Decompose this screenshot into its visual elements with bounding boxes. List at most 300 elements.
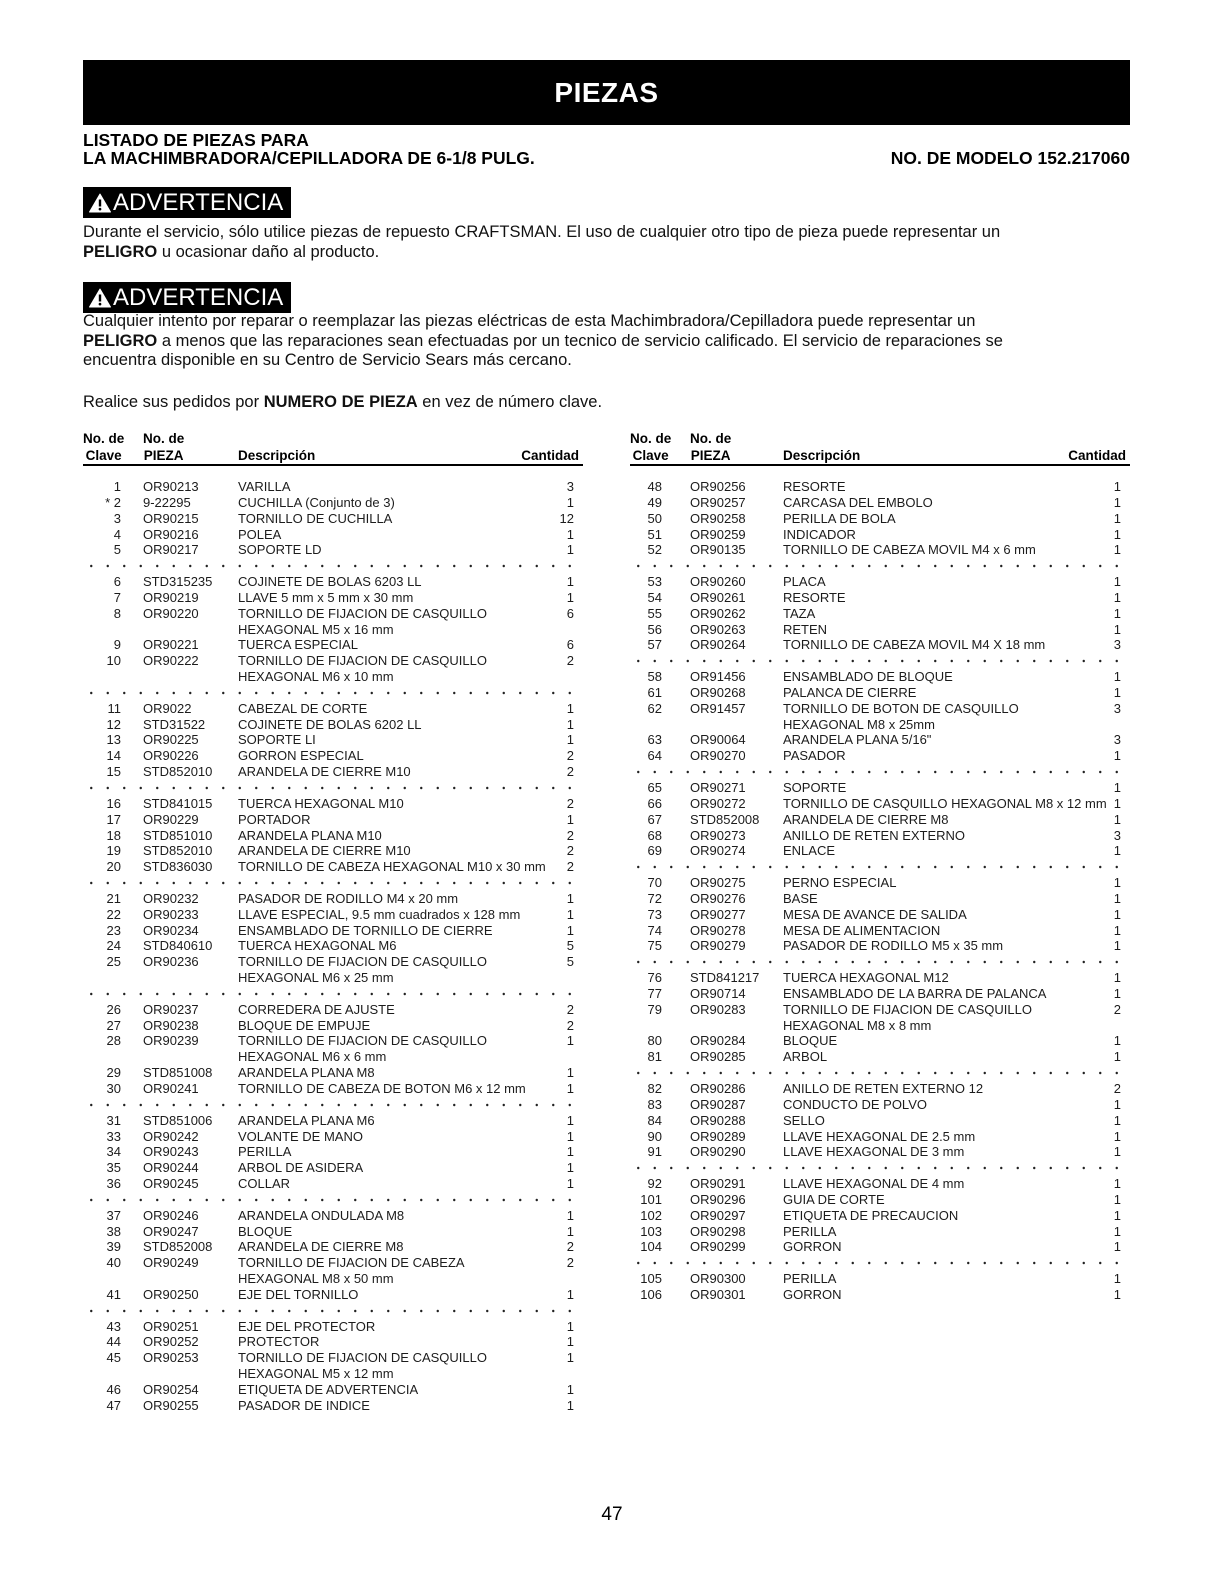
quantity: 3: [1113, 637, 1121, 653]
warning-text-line: Cualquier intento por reparar o reemplazar las piezas eléctricas de esta Machimbradora/Cepilladora puede representar un: [83, 312, 976, 330]
key-number: 64: [647, 748, 662, 764]
part-number: OR91456: [690, 669, 746, 685]
key-number: 7: [113, 589, 121, 605]
quantity: 3: [1113, 732, 1121, 748]
part-number: OR90284: [690, 1033, 746, 1049]
part-description: [238, 764, 583, 780]
part-description: [238, 527, 583, 543]
table-row: [83, 796, 583, 812]
description-line: PASADOR DE RODILLO M4 x 20 mm: [238, 890, 459, 906]
quantity: 1: [1113, 1112, 1121, 1128]
table-row: [630, 527, 1130, 543]
part-description: [238, 1002, 583, 1018]
part-description: [238, 1255, 583, 1287]
description-line: PLACA: [783, 574, 826, 590]
key-number: 30: [106, 1080, 121, 1096]
part-description: [783, 1144, 1130, 1160]
key-number: 43: [106, 1318, 121, 1334]
part-description: [783, 970, 1130, 986]
description-line: ARANDELA DE CIERRE M10: [238, 764, 411, 780]
description-line: PASADOR DE INDICE: [238, 1397, 370, 1413]
table-row: [630, 828, 1130, 844]
warning-badge: [83, 282, 291, 313]
table-row: [630, 1271, 1130, 1287]
table-row: [83, 653, 583, 685]
description-line: PERILLA: [783, 1223, 837, 1239]
table-row: [630, 923, 1130, 939]
table-row: [83, 732, 583, 748]
part-description: [783, 637, 1130, 653]
part-number: OR90276: [690, 890, 746, 906]
dotted-separator: [83, 875, 583, 891]
key-number: 20: [106, 859, 121, 875]
table-row: [83, 1065, 583, 1081]
description-line: PASADOR: [783, 748, 846, 764]
part-number: OR90279: [690, 938, 746, 954]
quantity: 1: [566, 1128, 574, 1144]
quantity: 1: [1113, 1191, 1121, 1207]
part-number: OR90234: [143, 922, 199, 938]
quantity: 1: [566, 1033, 574, 1049]
part-number: OR90261: [690, 589, 746, 605]
description-line: PORTADOR: [238, 811, 311, 827]
description-line: CARCASA DEL EMBOLO: [783, 494, 933, 510]
part-number: OR90245: [143, 1176, 199, 1192]
part-number: OR90236: [143, 954, 199, 970]
quantity: 1: [1113, 811, 1121, 827]
description-line: RETEN: [783, 621, 828, 637]
quantity: 2: [566, 795, 574, 811]
part-number: OR90300: [690, 1271, 746, 1287]
header-part-number: [690, 430, 731, 464]
description-line: CONDUCTO DE POLVO: [783, 1096, 927, 1112]
table-row: [83, 859, 583, 875]
part-description: [783, 1208, 1130, 1224]
quantity: 3: [1113, 700, 1121, 716]
quantity: 1: [566, 922, 574, 938]
description-line: GORRON: [783, 1286, 842, 1302]
header-label: No. de: [690, 431, 732, 446]
table-row: [630, 622, 1130, 638]
header-label: PIEZA: [143, 448, 184, 463]
part-description: [238, 1160, 583, 1176]
part-number: OR90296: [690, 1191, 746, 1207]
table-row: [83, 1002, 583, 1018]
quantity: 1: [1113, 1096, 1121, 1112]
header-quantity: Cantidad: [1068, 448, 1126, 463]
quantity: 1: [566, 574, 574, 590]
table-row: [630, 1208, 1130, 1224]
key-number: 27: [106, 1017, 121, 1033]
table-row: [630, 1081, 1130, 1097]
part-number: OR90225: [143, 732, 199, 748]
table-row: [630, 780, 1130, 796]
table-row: [630, 637, 1130, 653]
part-number: OR90253: [143, 1350, 199, 1366]
quantity: 2: [566, 1017, 574, 1033]
section-title: PIEZAS: [554, 77, 659, 108]
key-number: 15: [106, 764, 121, 780]
description-line: ARBOL DE ASIDERA: [238, 1160, 364, 1176]
quantity: 3: [566, 479, 574, 494]
key-number: 77: [647, 985, 662, 1001]
key-number: 91: [647, 1144, 662, 1160]
key-number: 57: [647, 637, 662, 653]
description-line: ENSAMBLADO DE TORNILLO DE CIERRE: [238, 922, 493, 938]
key-number: 26: [106, 1001, 121, 1017]
key-number: 40: [106, 1255, 121, 1271]
key-number: 70: [647, 875, 662, 891]
key-number: 38: [106, 1223, 121, 1239]
header-label: No. de: [143, 431, 185, 446]
quantity: 1: [566, 1397, 574, 1413]
part-description: [238, 796, 583, 812]
description-line: COLLAR: [238, 1176, 291, 1192]
part-description: [783, 685, 1130, 701]
part-number: STD31522: [143, 716, 206, 732]
table-row: [630, 1097, 1130, 1113]
description-line: VOLANTE DE MANO: [238, 1128, 363, 1144]
part-description: [238, 843, 583, 859]
key-number: 47: [106, 1397, 121, 1413]
key-number: 19: [106, 843, 121, 859]
table-row: [83, 764, 583, 780]
part-number: OR90232: [143, 890, 199, 906]
part-number: OR90258: [690, 510, 746, 526]
description-line: RESORTE: [783, 479, 846, 494]
key-number: 83: [647, 1096, 662, 1112]
quantity: 1: [1113, 1176, 1121, 1192]
part-description: [783, 1049, 1130, 1065]
part-description: [783, 748, 1130, 764]
part-number: OR90291: [690, 1176, 746, 1192]
table-row: [630, 701, 1130, 733]
part-description: [238, 1113, 583, 1129]
quantity: 2: [566, 827, 574, 843]
key-number: 23: [106, 922, 121, 938]
table-row: [83, 828, 583, 844]
table-row: [83, 511, 583, 527]
description-line: TUERCA HEXAGONAL M12: [783, 970, 949, 986]
part-number: OR90252: [143, 1334, 199, 1350]
description-line: LLAVE HEXAGONAL DE 3 mm: [783, 1144, 965, 1160]
key-number: 8: [113, 605, 121, 621]
description-line: ARANDELA PLANA M6: [238, 1112, 375, 1128]
quantity: 1: [566, 1160, 574, 1176]
part-description: [783, 1081, 1130, 1097]
quantity: 1: [566, 890, 574, 906]
part-description: [783, 780, 1130, 796]
key-number: 33: [106, 1128, 121, 1144]
dotted-separator: [630, 1255, 1130, 1271]
quantity: 1: [566, 1144, 574, 1160]
warning-text-rest: u ocasionar daño al producto.: [157, 243, 380, 261]
quantity: 1: [1113, 843, 1121, 859]
warning-text-rest: a menos que las reparaciones sean efectuadas por un tecnico de servicio calificado. El servicio de reparaciones se: [157, 331, 1003, 350]
dotted-separator: [83, 1192, 583, 1208]
part-number: OR90255: [143, 1397, 199, 1413]
quantity: 1: [566, 1112, 574, 1128]
part-number: OR90297: [690, 1207, 746, 1223]
key-number: 81: [647, 1049, 662, 1065]
key-number: 75: [647, 938, 662, 954]
part-description: [783, 986, 1130, 1002]
quantity: 6: [566, 605, 574, 621]
quantity: 1: [1113, 1049, 1121, 1065]
part-description: [783, 574, 1130, 590]
part-number: OR90263: [690, 621, 746, 637]
part-description: [783, 511, 1130, 527]
table-row: [83, 1255, 583, 1287]
part-description: [783, 495, 1130, 511]
table-row: [630, 812, 1130, 828]
quantity: 12: [559, 510, 574, 526]
key-number: 79: [647, 1001, 662, 1017]
table-row: [630, 986, 1130, 1002]
quantity: 1: [566, 1318, 574, 1334]
table-row: [83, 527, 583, 543]
dotted-separator: [630, 1065, 1130, 1081]
quantity: 1: [566, 542, 574, 558]
part-number: STD852008: [690, 811, 760, 827]
parts-table-left: [83, 430, 583, 1414]
model-number: NO. DE MODELO 152.217060: [890, 148, 1130, 168]
warning-text: [83, 312, 1003, 371]
header-quantity: Cantidad: [521, 448, 579, 463]
order-note-text: Realice sus pedidos por: [83, 393, 264, 411]
parts-table-right: [630, 430, 1130, 1303]
key-number: 65: [647, 779, 662, 795]
warning-badge: [83, 187, 291, 218]
section-banner: [83, 60, 1130, 125]
part-number: 9-22295: [143, 494, 191, 510]
part-number: OR90244: [143, 1160, 199, 1176]
table-row: [83, 479, 583, 495]
part-description: [783, 732, 1130, 748]
key-number: 45: [106, 1350, 121, 1366]
table-row: [83, 1239, 583, 1255]
dotted-separator: [630, 764, 1130, 780]
key-number: 82: [647, 1080, 662, 1096]
part-number: STD851006: [143, 1112, 213, 1128]
description-line: LLAVE 5 mm x 5 mm x 30 mm: [238, 589, 414, 605]
part-number: OR90272: [690, 795, 746, 811]
page-number: 47: [601, 1504, 623, 1525]
part-number: OR90220: [143, 605, 199, 621]
table-row: [83, 1319, 583, 1335]
dotted-separator: [83, 1097, 583, 1113]
key-number: 36: [106, 1176, 121, 1192]
description-line: ANILLO DE RETEN EXTERNO 12: [783, 1080, 984, 1096]
part-number: OR90239: [143, 1033, 199, 1049]
description-line: LLAVE HEXAGONAL DE 2.5 mm: [783, 1128, 976, 1144]
description-line: HEXAGONAL M6 x 25 mm: [238, 970, 394, 986]
table-row: [83, 1129, 583, 1145]
quantity: 1: [1113, 748, 1121, 764]
key-number: 66: [647, 795, 662, 811]
part-description: [238, 1287, 583, 1303]
table-row: [83, 923, 583, 939]
table-row: [630, 1049, 1130, 1065]
key-number: 61: [647, 684, 662, 700]
description-line: PROTECTOR: [238, 1334, 320, 1350]
part-description: [783, 590, 1130, 606]
key-number: 48: [647, 479, 662, 494]
key-number: 10: [106, 653, 121, 669]
key-number: 106: [640, 1286, 662, 1302]
description-line: EJE DEL TORNILLO: [238, 1286, 359, 1302]
part-number: OR90233: [143, 906, 199, 922]
description-line: TORNILLO DE CABEZA HEXAGONAL M10 x 30 mm: [238, 859, 546, 875]
table-row: [83, 1176, 583, 1192]
part-number: OR90288: [690, 1112, 746, 1128]
table-row: [83, 1382, 583, 1398]
quantity: 1: [566, 906, 574, 922]
table-row: [630, 843, 1130, 859]
key-number: 51: [647, 526, 662, 542]
header-part-number: [143, 430, 184, 464]
part-number: OR90219: [143, 589, 199, 605]
dotted-separator: [630, 859, 1130, 875]
description-line: TORNILLO DE FIJACION DE CASQUILLO: [238, 653, 487, 669]
part-description: [783, 1224, 1130, 1240]
part-number: OR90714: [690, 985, 746, 1001]
quantity: 1: [1113, 605, 1121, 621]
quantity: 2: [1113, 1001, 1121, 1017]
part-number: OR90226: [143, 748, 199, 764]
quantity: 1: [1113, 589, 1121, 605]
parts-table-body: [630, 479, 1130, 1303]
part-number: OR90301: [690, 1286, 746, 1302]
description-line: GORRON: [783, 1239, 842, 1255]
quantity: 1: [1113, 1207, 1121, 1223]
part-description: [783, 1287, 1130, 1303]
part-number: OR91457: [690, 700, 746, 716]
description-line: PERNO ESPECIAL: [783, 875, 897, 891]
part-number: OR90278: [690, 922, 746, 938]
key-number: 24: [106, 938, 121, 954]
part-description: [783, 938, 1130, 954]
table-row: [83, 1208, 583, 1224]
table-row: [630, 606, 1130, 622]
description-line: ARANDELA DE CIERRE M8: [238, 1239, 404, 1255]
quantity: 1: [566, 811, 574, 827]
key-number: 105: [640, 1271, 662, 1287]
table-row: [83, 938, 583, 954]
description-line: POLEA: [238, 526, 282, 542]
description-line: TORNILLO DE CASQUILLO HEXAGONAL M8 x 12 mm: [783, 795, 1107, 811]
part-description: [238, 717, 583, 733]
quantity: 1: [1113, 1128, 1121, 1144]
part-number: OR90290: [690, 1144, 746, 1160]
dotted-separator: [83, 685, 583, 701]
key-number: 90: [647, 1128, 662, 1144]
part-description: [238, 479, 583, 495]
quantity: 1: [1113, 1286, 1121, 1302]
quantity: 1: [566, 1223, 574, 1239]
table-row: [83, 748, 583, 764]
part-number: STD836030: [143, 859, 213, 875]
key-number: 101: [640, 1191, 662, 1207]
part-number: OR90274: [690, 843, 746, 859]
quantity: 1: [566, 700, 574, 716]
description-line: MESA DE ALIMENTACION: [783, 922, 941, 938]
quantity: 2: [566, 764, 574, 780]
description-line: PERILLA: [783, 1271, 837, 1287]
quantity: 1: [1113, 890, 1121, 906]
key-number: 63: [647, 732, 662, 748]
part-number: STD851008: [143, 1065, 213, 1081]
header-label: Clave: [85, 448, 122, 463]
table-row: [630, 1287, 1130, 1303]
part-number: STD841015: [143, 795, 213, 811]
part-number: STD852010: [143, 843, 213, 859]
quantity: 2: [566, 653, 574, 669]
description-line: TORNILLO DE FIJACION DE CASQUILLO: [783, 1001, 1032, 1017]
key-number: 84: [647, 1112, 662, 1128]
key-number: 35: [106, 1160, 121, 1176]
part-number: STD852008: [143, 1239, 213, 1255]
description-line: ARBOL: [783, 1049, 828, 1065]
order-note-text: en vez de número clave.: [417, 393, 603, 411]
table-row: [630, 748, 1130, 764]
order-note: [83, 392, 602, 412]
table-row: [83, 495, 583, 511]
part-description: [238, 938, 583, 954]
description-line: ANILLO DE RETEN EXTERNO: [783, 827, 966, 843]
key-number: 1: [113, 479, 121, 494]
description-line: BLOQUE: [238, 1223, 293, 1239]
part-description: [238, 923, 583, 939]
part-number: OR90237: [143, 1001, 199, 1017]
part-description: [238, 574, 583, 590]
dotted-separator: [630, 954, 1130, 970]
dotted-separator: [83, 558, 583, 574]
description-line: VARILLA: [238, 479, 291, 494]
key-number: 18: [106, 827, 121, 843]
key-number: 58: [647, 669, 662, 685]
description-line: ENSAMBLADO DE BLOQUE: [783, 669, 953, 685]
warning-triangle-icon: [89, 288, 111, 308]
part-number: OR90264: [690, 637, 746, 653]
part-description: [238, 1224, 583, 1240]
key-number: 53: [647, 574, 662, 590]
warning-text-line: [83, 332, 1003, 352]
part-number: OR90268: [690, 684, 746, 700]
description-line: ARANDELA PLANA M10: [238, 827, 382, 843]
part-description: [238, 1065, 583, 1081]
table-row: [83, 1033, 583, 1065]
listing-title-line-2: LA MACHIMBRADORA/CEPILLADORA DE 6-1/8 PULG.: [83, 148, 535, 168]
table-row: [630, 685, 1130, 701]
table-row: [83, 1113, 583, 1129]
part-description: [238, 637, 583, 653]
part-description: [783, 1176, 1130, 1192]
part-description: [783, 1097, 1130, 1113]
key-number: 3: [113, 510, 121, 526]
table-row: [83, 542, 583, 558]
key-number: 72: [647, 890, 662, 906]
quantity: 1: [1113, 526, 1121, 542]
table-row: [83, 717, 583, 733]
part-description: [783, 891, 1130, 907]
warning-badge-label: ADVERTENCIA: [113, 189, 284, 216]
description-line: TORNILLO DE FIJACION DE CASQUILLO: [238, 605, 487, 621]
part-description: [238, 907, 583, 923]
dotted-separator: [83, 986, 583, 1002]
description-line: HEXAGONAL M8 x 25mm: [783, 716, 935, 732]
part-number: OR90251: [143, 1318, 199, 1334]
